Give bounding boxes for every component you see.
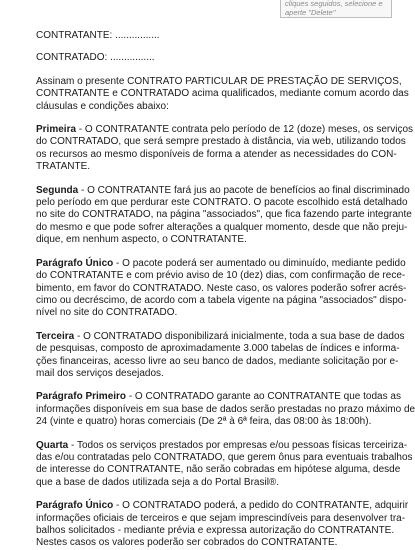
clause-label: Parágrafo Único (36, 500, 114, 512)
note-line: cliques seguidos, selecione e (285, 0, 383, 8)
clause-text: - O pacote poderá ser aumentado ou diminuído, mediante pedido (113, 257, 406, 269)
clause-line (36, 330, 405, 343)
clause-line: das e/ou contratadas pelo CONTRATADO, que gerem ônus para eventuais trabalhos (36, 451, 413, 463)
clause-line: dique, em nenhum aspecto, o CONTRATANTE. (36, 234, 247, 246)
clause-text: - O CONTRATADO disponibilizará inicialmente, toda a sua base de dados (74, 330, 405, 342)
clause-line: nível no site do CONTRATADO. (36, 307, 178, 319)
clause-line: informações disponíveis em sua base de dados serão prestadas no prazo máximo de (36, 403, 415, 415)
contratante-value: ................ (115, 30, 160, 41)
clause-text: - O CONTRATADO poderá, a pedido do CONTRATANTE, adquirir (113, 500, 409, 512)
clause-paragrafo-unico-2 (36, 500, 409, 550)
contratado-value: ................ (110, 52, 155, 64)
clause-line: do mesmo e que pode sofrer alterações a qualquer momento, desde que não preju- (36, 221, 408, 233)
clause-line: TRATANTE. (36, 161, 91, 173)
clause-line (36, 439, 408, 452)
note-line: aperte "Delete" (285, 8, 336, 17)
clause-line: bimento, em favor do CONTRATADO. Neste caso, os valores poderão sofrer acrés- (36, 282, 407, 294)
clause-line (36, 391, 401, 403)
clause-line: balhos solicitados - mediante prévia e expressa autorização do CONTRATANTE. (36, 525, 395, 536)
clause-text: - O CONTRATANTE fará jus ao pacote de benefícios ao final discriminado (78, 184, 410, 196)
clause-paragrafo-unico (36, 257, 407, 320)
clause-text: - O CONTRATANTE contrata pelo período de 12 (doze) meses, os serviços (76, 124, 414, 136)
clause-label: Parágrafo Primeiro (36, 391, 127, 403)
clause-line (36, 500, 409, 512)
contract-document (36, 24, 415, 550)
intro-paragraph (36, 75, 409, 113)
clause-label: Primeira (36, 124, 77, 136)
clause-line: que a base de dados utilizada seja a do Portal Brasil®. (36, 476, 280, 488)
contratante-field (36, 30, 390, 42)
clause-line: de interesse do CONTRATANTE, não serão cobradas em hipótese alguma, desde (36, 464, 401, 476)
clause-line: no site do CONTRATADO, na página "associados", que fica fazendo parte integrante (36, 209, 412, 221)
clause-paragrafo-primeiro (36, 391, 415, 428)
clause-line: do CONTRATADO, que será sempre prestado à distância, via web, utilizando todos (36, 136, 406, 148)
clause-line: 24 (vinte e quatro) horas comerciais (De 2ª à 6ª feira, das 08:00 às 18:00h). (36, 416, 372, 428)
contratado-label: CONTRATADO: (36, 52, 108, 64)
clause-label: Parágrafo Único (36, 257, 114, 269)
clause-line: pelo período em que perdurar este CONTRATO. O pacote escolhido está detalhado (36, 197, 408, 209)
clause-label: Quarta (36, 439, 69, 451)
clause-terceira (36, 330, 405, 381)
contratado-field (36, 52, 390, 64)
clause-line: do CONTRATANTE e com prévio aviso de 10 (dez) dias, com confirmação de rece- (36, 270, 406, 282)
clause-label: Segunda (36, 184, 79, 196)
intro-line: cláusulas e condições abaixo: (36, 100, 169, 112)
intro-line: Assinam o presente CONTRATO PARTICULAR DE PRESTAÇÃO DE SERVIÇOS, (36, 75, 402, 87)
intro-line: CONTRATANTE e CONTRATADO acima qualificados, mediante comum acordo das (36, 88, 409, 100)
clause-line: Nestes casos os valores poderão ser cobrados do CONTRATANTE. (36, 537, 338, 549)
clause-line: cimo ou decréscimo, de acordo com a tabela vigente na página "associados" dispo- (36, 294, 407, 306)
clause-primeira (36, 124, 414, 174)
clause-line: de pesquisas, composto de aproximadamente 3.000 tabelas de índices e informa- (36, 343, 400, 355)
clause-text: - Todos os serviços prestados por empresas e/ou pessoas físicas terceiriza- (68, 439, 408, 451)
clause-text: - O CONTRATADO garante ao CONTRATANTE que todas as (126, 391, 401, 403)
clause-quarta (36, 439, 413, 490)
clause-line: mail dos serviços desejados. (36, 367, 164, 379)
clause-label: Terceira (36, 330, 75, 342)
clause-line (36, 184, 410, 197)
contratante-label: CONTRATANTE: (36, 30, 113, 41)
instruction-note (280, 0, 392, 18)
clause-segunda (36, 184, 412, 247)
clause-line: ções financeiras, acesso livre ao seu banco de dados, mediante solicitação por e- (36, 355, 399, 367)
clause-line (36, 257, 406, 270)
clause-line (36, 124, 414, 136)
clause-line: informações oficiais de terceiros e que sejam imprescindíveis para desenvolver tra- (36, 512, 406, 524)
clause-line: os recursos ao mesmo disponíveis de forma a atender as necessidades do CON- (36, 148, 397, 160)
